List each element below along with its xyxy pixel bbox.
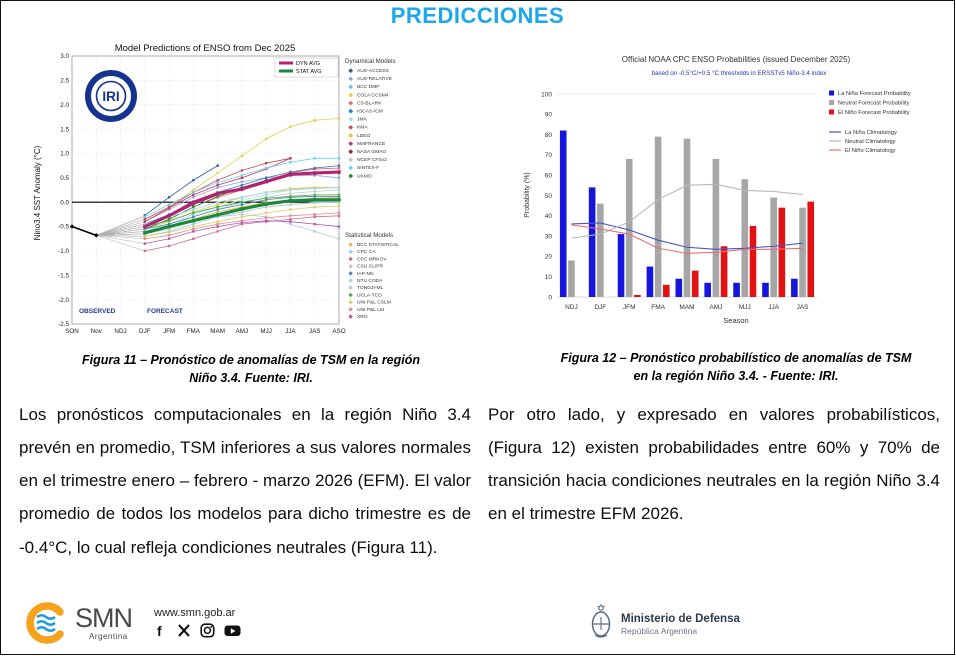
paragraph-right: Por otro lado, y expresado en valores probabilísticos, (Figura 12) existen probabilidades entre 60% y 70% de transición hacia condiciones neutrales en la región Niño 3.4 en el trimestre EFM 2026. [488,405,940,524]
svg-text:70: 70 [544,152,552,160]
svg-text:Nov: Nov [90,328,102,335]
svg-text:IRI: IRI [102,89,120,104]
svg-text:CPC CA: CPC CA [357,250,376,256]
svg-text:FMA: FMA [186,328,201,335]
svg-text:FMA: FMA [651,304,665,311]
svg-text:DJF: DJF [594,304,607,311]
svg-text:60: 60 [544,172,552,180]
figure11-caption-line1: Figura 11 – Pronóstico de anomalías de TSM en la región [81,353,421,367]
svg-text:IOCAS-ICM: IOCAS-ICM [357,109,383,115]
svg-text:XRO: XRO [357,315,368,320]
figure12-caption-line1: Figura 12 – Pronóstico probabilístico de anomalías de TSM [560,351,912,365]
ministry-footer [589,603,740,646]
svg-text:50: 50 [544,192,552,200]
svg-text:Statistical Models: Statistical Models [345,232,394,239]
svg-text:UCLA-TCD: UCLA-TCD [357,293,382,299]
svg-text:30: 30 [544,233,552,241]
svg-text:LDEO: LDEO [357,133,371,139]
argentina-coat-of-arms-icon [589,603,613,646]
svg-text:NASA GMAO: NASA GMAO [357,150,387,155]
svg-text:Nino3.4 SST Anomaly (°C): Nino3.4 SST Anomaly (°C) [33,145,42,241]
page-title: PREDICCIONES [390,3,565,28]
svg-text:f: f [157,623,162,638]
instagram-icon[interactable] [200,623,215,643]
svg-text:JFM: JFM [162,328,176,335]
svg-text:MAM: MAM [679,304,695,311]
svg-text:SON: SON [65,328,79,335]
svg-text:El Niño Forecast Probability: El Niño Forecast Probability [838,110,910,116]
svg-text:La Niña Forecast Probability: La Niña Forecast Probability [838,91,911,97]
iri-plume-chart [29,41,473,346]
figure11-caption-line2: Niño 3.4. Fuente: IRI. [189,370,313,385]
svg-text:40: 40 [544,213,552,221]
x-icon[interactable] [177,623,191,643]
svg-text:-0.5: -0.5 [58,223,69,231]
svg-text:COLA CCSM4: COLA CCSM4 [357,93,389,99]
svg-text:OBSERVED: OBSERVED [79,308,116,315]
svg-text:3.0: 3.0 [60,53,69,61]
svg-text:Model Predictions of ENSO from: Model Predictions of ENSO from Dec 2025 [114,43,296,54]
svg-text:2.5: 2.5 [60,77,69,85]
svg-text:ASO: ASO [332,328,346,335]
svg-text:JJA: JJA [285,328,296,335]
svg-text:DYN AVG: DYN AVG [296,61,321,67]
svg-text:NDJ: NDJ [565,304,578,311]
iri-plume-svg [29,41,473,341]
svg-text:SINTEX-F: SINTEX-F [357,166,380,172]
svg-text:MetFRANCE: MetFRANCE [357,141,386,147]
svg-text:STAT AVG: STAT AVG [296,69,322,75]
svg-text:JJA: JJA [768,304,780,311]
svg-text:TONGJI-ML: TONGJI-ML [357,286,384,292]
smn-website-link[interactable]: www.smn.gob.ar [154,607,236,619]
svg-text:MJJ: MJJ [738,304,751,311]
smn-name: SMN [75,603,132,633]
svg-text:based on -0.5°C/+0.5 °C thresh: based on -0.5°C/+0.5 °C thresholds in ERSSTv5 Niño-3.4 index [651,70,827,77]
svg-text:Dynamical Models: Dynamical Models [345,58,396,65]
svg-text:El Niño Climatology: El Niño Climatology [845,148,896,154]
svg-text:2.0: 2.0 [60,101,69,109]
svg-text:UNI P&L LM: UNI P&L LM [357,307,384,313]
svg-text:JAS: JAS [796,304,809,311]
facebook-icon[interactable] [154,623,168,643]
svg-text:Neutral Climatology: Neutral Climatology [845,139,896,145]
svg-text:1.5: 1.5 [60,126,69,134]
svg-text:UNI P&L CSLM: UNI P&L CSLM [357,300,391,306]
svg-text:NDJ: NDJ [114,328,127,335]
figure-11 [29,41,473,387]
svg-text:CSU CLIPR: CSU CLIPR [357,264,384,270]
svg-text:NCEP CFSv2: NCEP CFSv2 [357,158,387,164]
svg-text:CS-BLARK: CS-BLARK [357,101,382,107]
figure12-caption-line2: en la región Niño 3.4. - Fuente: IRI. [633,368,839,383]
svg-text:UKMO: UKMO [357,174,372,180]
smn-country: Argentina [89,632,128,641]
smn-footer [23,599,241,652]
svg-text:IAP-NN: IAP-NN [357,271,374,277]
svg-text:AUS-ACCESS: AUS-ACCESS [357,69,389,74]
svg-text:-1.0: -1.0 [58,248,69,256]
svg-text:MJJ: MJJ [260,328,272,335]
svg-text:MAM: MAM [210,328,225,335]
svg-text:Season: Season [723,316,749,325]
svg-text:100: 100 [541,91,552,99]
svg-text:JMA: JMA [357,117,367,123]
svg-text:BCC DMP: BCC DMP [357,85,380,91]
svg-text:AUS-RELATIVE: AUS-RELATIVE [357,77,392,83]
svg-text:0: 0 [548,294,552,302]
svg-text:Neutral Forecast Probability: Neutral Forecast Probability [838,100,910,107]
svg-text:-2.0: -2.0 [58,296,69,304]
noaa-probabilities-svg [519,49,953,339]
svg-text:-1.5: -1.5 [58,272,69,280]
svg-text:CPC MRKOV: CPC MRKOV [357,257,387,263]
social-icons-row [154,623,241,643]
svg-text:0.5: 0.5 [60,175,69,183]
svg-text:JAS: JAS [308,328,321,335]
svg-text:La Niña Climatology: La Niña Climatology [845,130,897,136]
svg-text:-2.5: -2.5 [58,321,69,329]
svg-text:AMJ: AMJ [235,328,249,335]
figure11-caption [29,352,473,387]
noaa-probabilities-chart [519,49,953,344]
svg-text:FORECAST: FORECAST [147,308,183,315]
figure12-caption [519,350,953,385]
svg-text:DJF: DJF [139,328,151,335]
svg-text:Official NOAA CPC ENSO Probabi: Official NOAA CPC ENSO Probabilities (issued December 2025) [621,55,851,64]
svg-text:BCC STATISTICAL: BCC STATISTICAL [357,243,399,248]
svg-text:1.0: 1.0 [60,150,69,158]
figure-12 [519,49,953,385]
svg-text:NTU CODA: NTU CODA [357,279,383,284]
ministry-subtitle: República Argentina [621,626,698,637]
smn-logo-icon [23,599,71,652]
paragraph-left: Los pronósticos computacionales en la región Niño 3.4 prevén en promedio, TSM inferiores a sus valores normales en el trimestre enero – febrero - marzo 2026 (EFM). El valor promedio de todos los modelos para dicho trimestre es de -0.4°C, lo cual refleja condiciones neutrales (Figura 11). [19,405,471,557]
svg-text:AMJ: AMJ [709,304,723,311]
svg-text:Probability (%): Probability (%) [524,172,531,218]
ministry-name: Ministerio de Defensa [621,612,740,625]
svg-text:90: 90 [544,111,552,119]
svg-text:JFM: JFM [622,304,636,311]
smn-logo-text [75,605,132,641]
svg-text:80: 80 [544,131,552,139]
svg-text:KMA: KMA [357,125,368,131]
iri-logo-icon [88,73,134,119]
youtube-icon[interactable] [224,623,241,643]
svg-text:20: 20 [544,253,552,261]
svg-text:0.0: 0.0 [60,199,69,207]
svg-text:10: 10 [544,274,552,281]
